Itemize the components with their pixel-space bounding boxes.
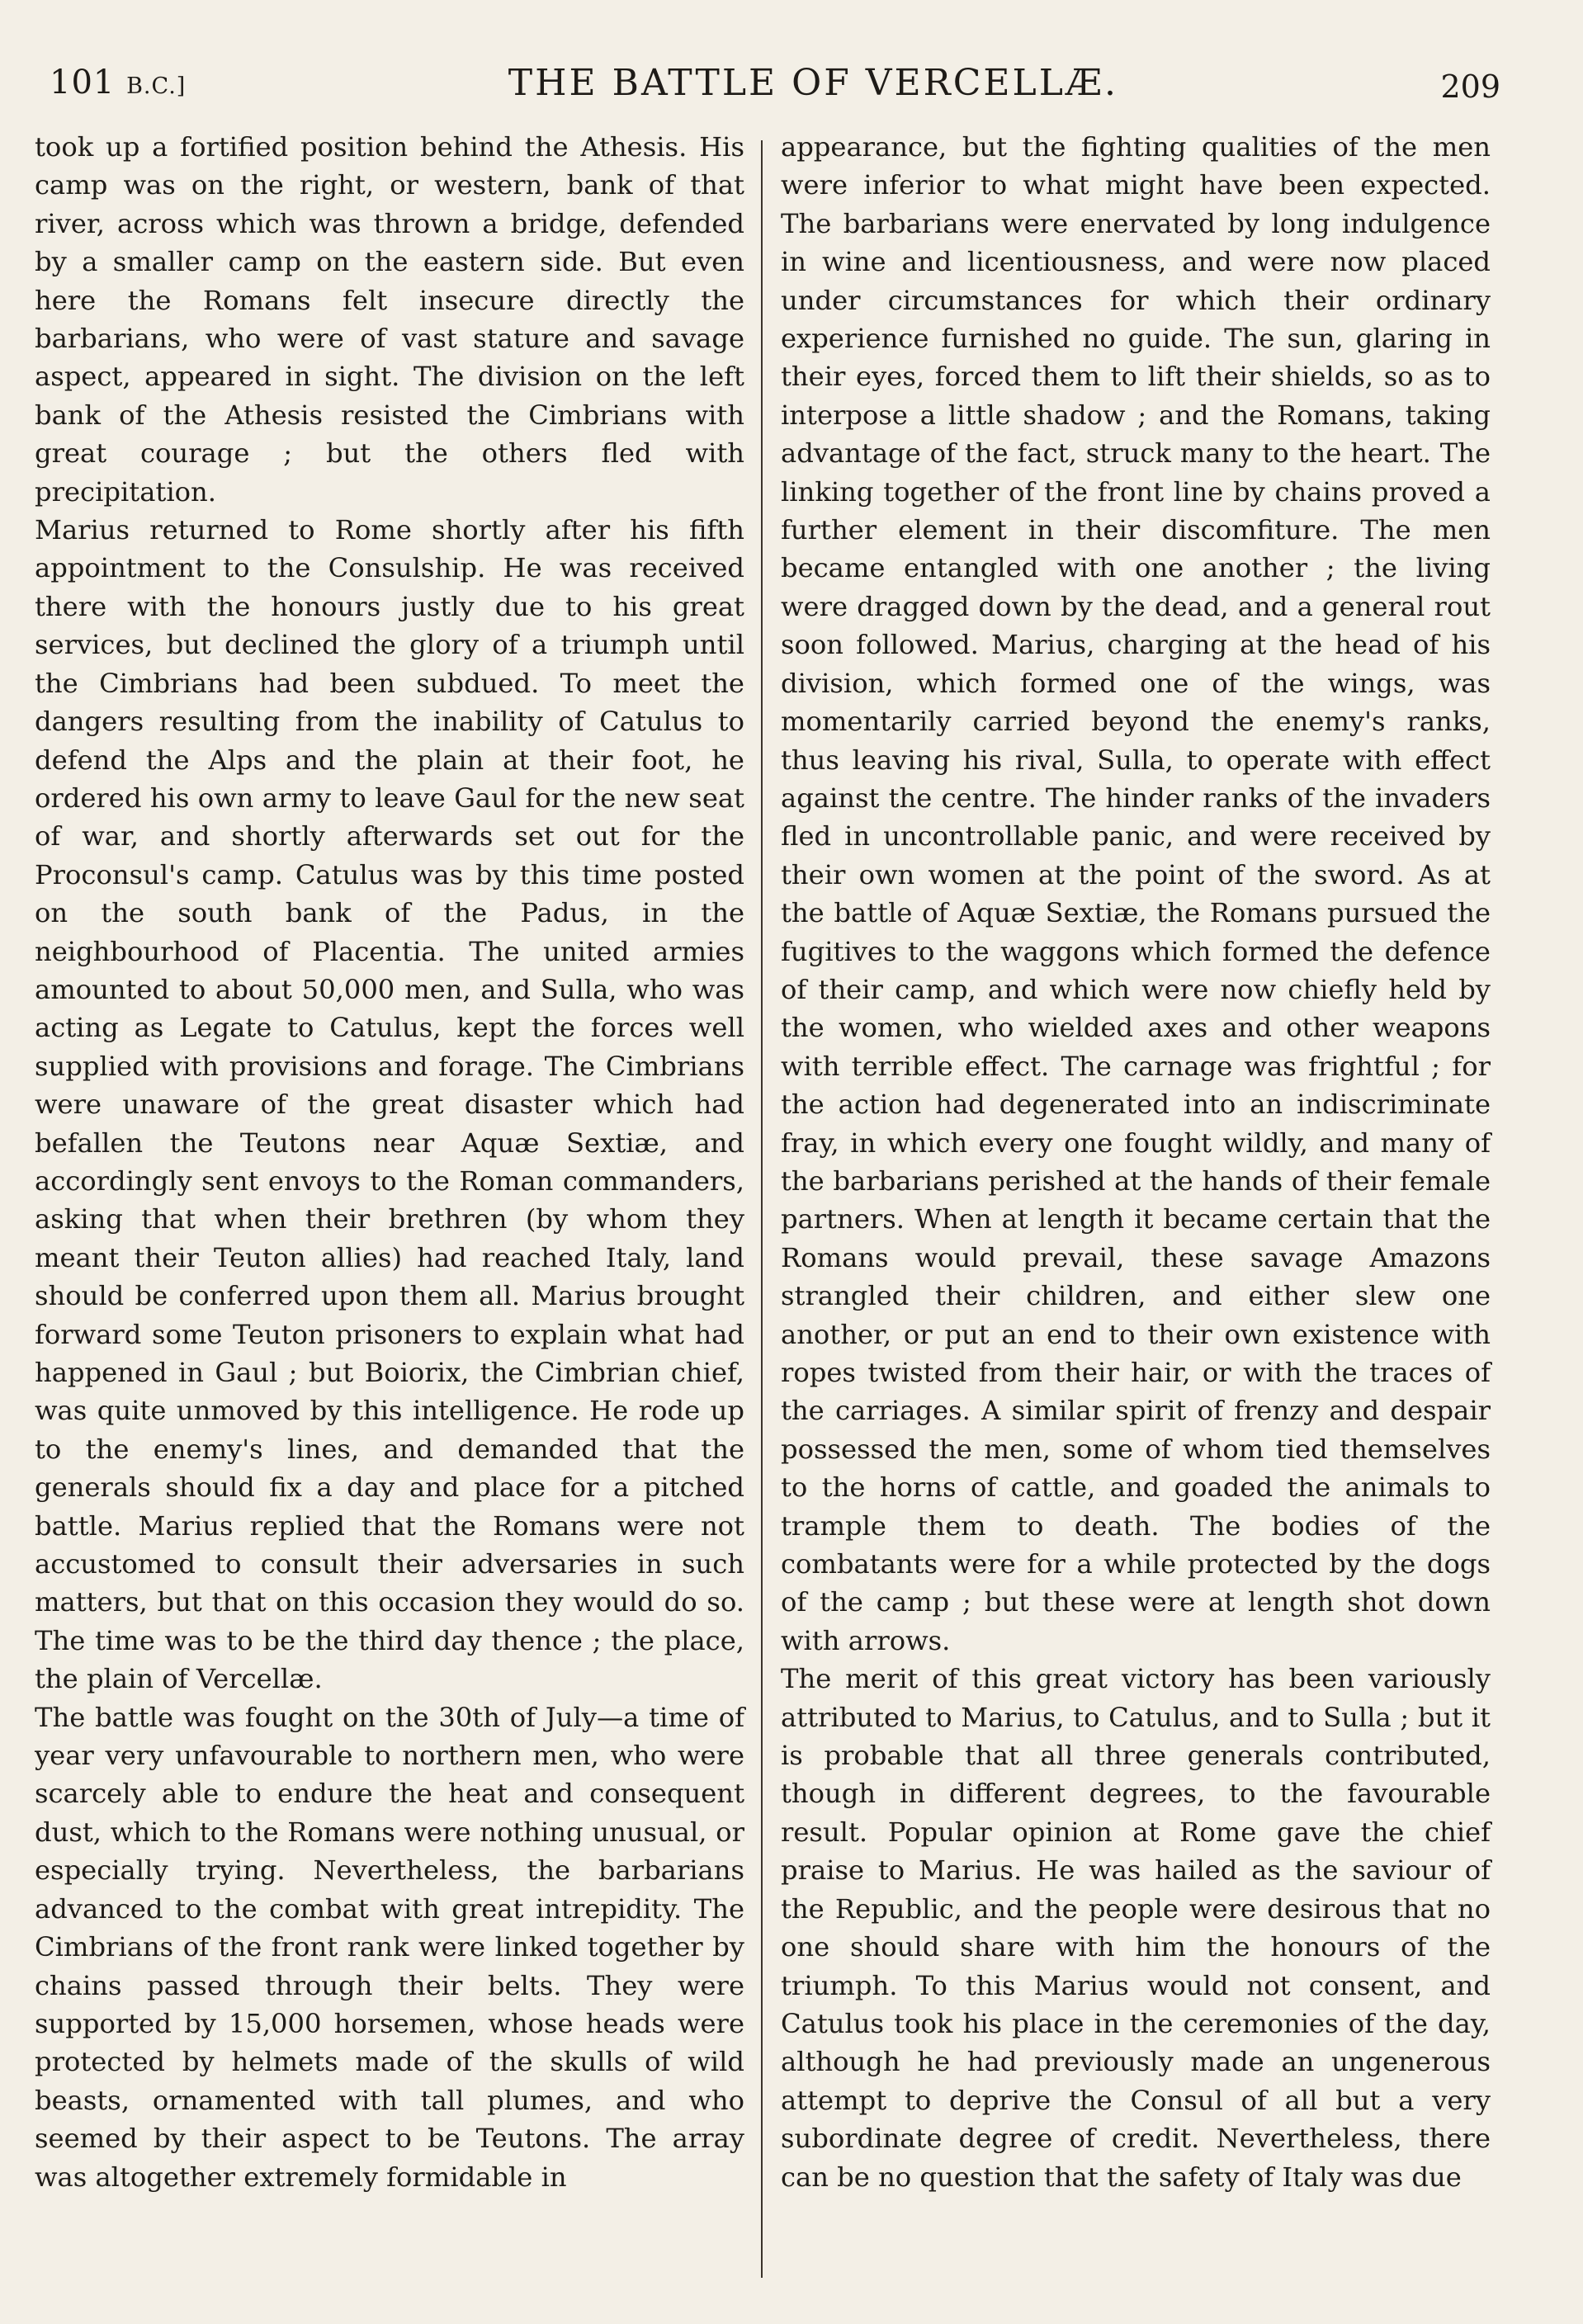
paragraph: Marius returned to Rome shortly after his fifth appointment to the Consulship. He was received there with the honours justly due to his great services, but declined the glory of a triumph until the Cimbrians had been subdued. To meet the dangers resulting from the inability of Catulus to defend the Alps and the plain at their foot, he ordered his own army to leave Gaul for the new seat of war, and shortly afterwards set out for the Proconsul's camp. Catulus was by this time posted on the south bank of the Padus, in the neighbourhood of Placentia. The united armies amounted to about 50,000 men, and Sulla, who was acting as Legate to Catulus, kept the forces well supplied with provisions and forage. The Cimbrians were unaware of the great disaster which had befallen the Teutons near Aquæ Sextiæ, and accordingly sent envoys to the Roman commanders, asking that when their brethren (by whom they meant their Teuton allies) had reached Italy, land should be conferred upon them all. Marius brought forward some Teuton prisoners to explain what had happened in Gaul ; but Boiorix, the Cimbrian chief, was quite unmoved by this intelligence. He rode up to the enemy's lines, and demanded that the generals should fix a day and place for a pitched battle. Marius replied that the Romans were not accustomed to consult their adversaries in such matters, but that on this occasion they would do so. The time was to be the third day thence ; the place, the plain of Vercellæ. — [35, 514, 744, 1695]
left-column — [35, 128, 744, 2196]
paragraph: The merit of this great victory has been variously attributed to Marius, to Catulus, and to Sulla ; but it is probable that all three generals contributed, though in different degrees, to the favourable result. Popular opinion at Rome gave the chief praise to Marius. He was hailed as the saviour of the Republic, and the people were desirous that no one should share with him the honours of the triumph. To this Marius would not consent, and Catulus took his place in the ceremonies of the day, although he had previously made an ungenerous attempt to deprive the Consul of all but a very subordinate degree of credit. Nevertheless, there can be no question that the safety of Italy was due — [781, 1663, 1491, 2193]
header-date — [50, 64, 186, 102]
paragraph: appearance, but the fighting qualities of the men were inferior to what might have been expected. The barbarians were enervated by long indulgence in wine and licentiousness, and were now placed under circumstances for which their ordinary experience furnished no guide. The sun, glaring in their eyes, forced them to lift their shields, so as to interpose a little shadow ; and the Romans, taking advantage of the fact, struck many to the heart. The linking together of the front line by chains proved a further element in their discomfiture. The men became entangled with one another ; the living were dragged down by the dead, and a general rout soon followed. Marius, charging at the head of his division, which formed one of the wings, was momentarily carried beyond the enemy's ranks, thus leaving his rival, Sulla, to operate with effect against the centre. The hinder ranks of the invaders fled in uncontrollable panic, and were received by their own women at the point of the sword. As at the battle of Aquæ Sextiæ, the Romans pursued the fugitives to the waggons which formed the defence of their camp, and which were now chiefly held by the women, who wielded axes and other weapons with terrible effect. The carnage was frightful ; for the action had degenerated into an indiscriminate fray, in which every one fought wildly, and many of the barbarians perished at the hands of their female partners. When at length it became certain that the Romans would prevail, these savage Amazons strangled their children, and either slew one another, or put an end to their own existence with ropes twisted from their hair, or with the traces of the carriages. A similar spirit of frenzy and despair possessed the men, some of whom tied themselves to the horns of cattle, and goaded the animals to trample them to death. The bodies of the combatants were for a while protected by the dogs of the camp ; but these were at length shot down with arrows. — [781, 131, 1491, 1656]
right-column — [781, 128, 1491, 2196]
page-number: 209 — [1440, 68, 1500, 105]
running-title: THE BATTLE OF VERCELLÆ. — [508, 61, 1119, 104]
running-header — [50, 58, 1500, 107]
header-date-number: 101 — [50, 64, 116, 102]
column-divider — [761, 140, 763, 2278]
paragraph: took up a fortified position behind the Athesis. His camp was on the right, or western, bank of that river, across which was thrown a bridge, defended by a smaller camp on the eastern side. But even here the Romans felt insecure directly the barbarians, who were of vast stature and savage aspect, appeared in sight. The division on the left bank of the Athesis resisted the Cimbrians with great courage ; but the others fled with precipitation. — [35, 131, 744, 508]
paragraph: The battle was fought on the 30th of July—a time of year very unfavourable to northern men, who were scarcely able to endure the heat and consequent dust, which to the Romans were nothing unusual, or especially trying. Nevertheless, the barbarians advanced to the combat with great intrepidity. The Cimbrians of the front rank were linked together by chains passed through their belts. They were supported by 15,000 horsemen, whose heads were protected by helmets made of the skulls of wild beasts, ornamented with tall plumes, and who seemed by their aspect to be Teutons. The array was altogether extremely formidable in — [35, 1701, 744, 2193]
header-date-suffix: B.C.] — [126, 73, 187, 99]
